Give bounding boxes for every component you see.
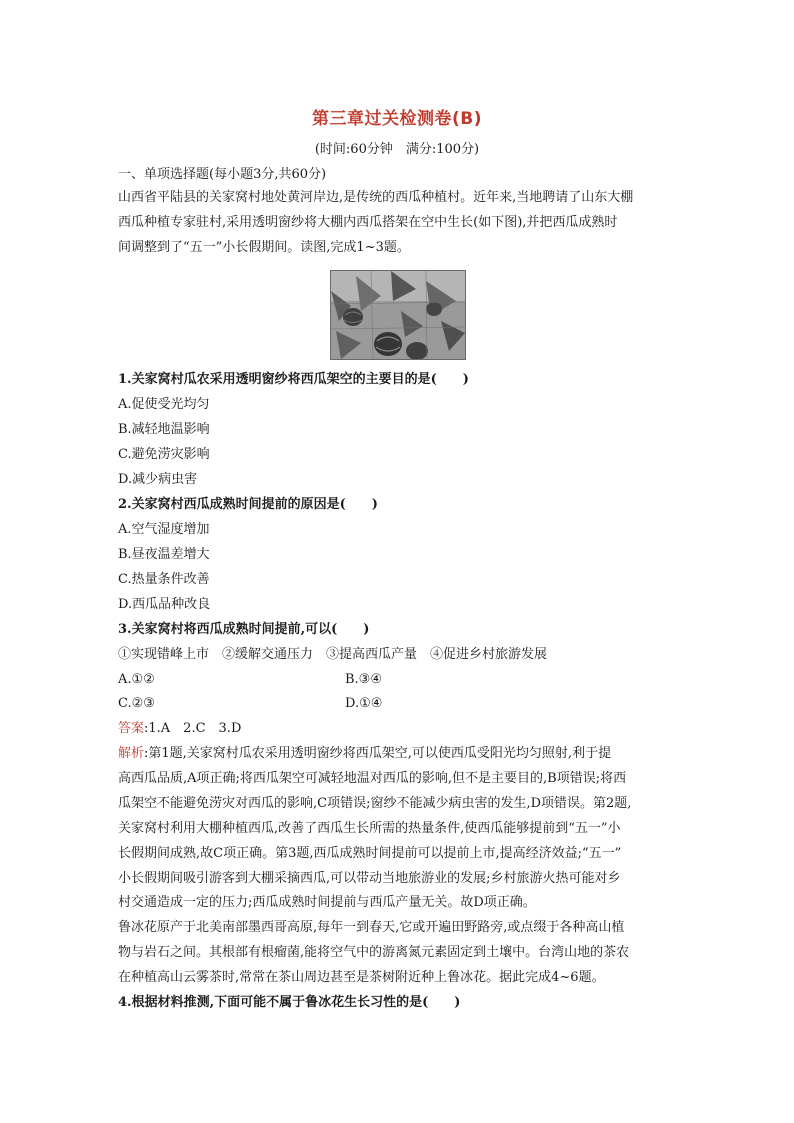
passage1-line: 西瓜种植专家驻村,采用透明窗纱将大棚内西瓜搭架在空中生长(如下图),并把西瓜成熟时 xyxy=(118,215,618,230)
passage2-line: 在种植高山云雾茶时,常常在茶山周边甚至是茶树附近种上鲁冰花。据此完成4~6题。 xyxy=(118,970,605,985)
page-title: 第三章过关检测卷(B) xyxy=(312,109,482,129)
question-2-stem: 2.关家窝村西瓜成熟时间提前的原因是( ) xyxy=(118,497,378,512)
q3-option-a: A.①② xyxy=(118,672,155,687)
watermelon-photo xyxy=(330,270,466,360)
q3-option-c: C.②③ xyxy=(118,696,155,711)
passage2-line: 鲁冰花原产于北美南部墨西哥高原,每年一到春天,它或开遍田野路旁,或点缀于各种高山植 xyxy=(118,920,625,935)
analysis-line: 村交通造成一定的压力;西瓜成熟时间提前与西瓜产量无关。故D项正确。 xyxy=(118,895,536,910)
question-1-stem: 1.关家窝村瓜农采用透明窗纱将西瓜架空的主要目的是( ) xyxy=(118,372,469,387)
q2-option-a: A.空气湿度增加 xyxy=(118,522,210,537)
analysis-label: 解析 xyxy=(118,746,145,761)
question-4-stem: 4.根据材料推测,下面可能不属于鲁冰花生长习性的是( ) xyxy=(118,995,461,1010)
passage2-line: 物与岩石之间。其根部有根瘤菌,能将空气中的游离氮元素固定到土壤中。台湾山地的茶农 xyxy=(118,945,630,960)
q3-choices: ①实现错峰上市 ②缓解交通压力 ③提高西瓜产量 ④促进乡村旅游发展 xyxy=(118,647,548,662)
analysis-text: :第1题,关家窝村瓜农采用透明窗纱将西瓜架空,可以使西瓜受阳光均匀照射,利于提 xyxy=(144,746,612,761)
q2-option-c: C.热量条件改善 xyxy=(118,572,210,587)
q3-option-b: B.③④ xyxy=(345,672,382,687)
analysis-line: 关家窝村利用大棚种植西瓜,改善了西瓜生长所需的热量条件,使西瓜能够提前到“五一”小 xyxy=(118,821,621,836)
time-info: (时间:60分钟 满分:100分) xyxy=(314,142,480,157)
q3-options-row-1 xyxy=(118,671,678,689)
passage1-line: 间调整到了“五一”小长假期间。读图,完成1~3题。 xyxy=(118,240,410,255)
section-heading: 一、单项选择题(每小题3分,共60分) xyxy=(118,167,327,182)
analysis-line: 高西瓜品质,A项正确;将西瓜架空可减轻地温对西瓜的影响,但不是主要目的,B项错误;将西 xyxy=(118,771,627,786)
q3-options-row-2 xyxy=(118,695,678,713)
analysis-line: 小长假期间吸引游客到大棚采摘西瓜,可以带动当地旅游业的发展;乡村旅游火热可能对乡 xyxy=(118,871,621,886)
q1-option-a: A.促使受光均匀 xyxy=(118,397,210,412)
answer-text: :1.A 2.C 3.D xyxy=(144,721,242,736)
q1-option-c: C.避免涝灾影响 xyxy=(118,447,210,462)
analysis-line: 瓜架空不能避免涝灾对西瓜的影响,C项错误;窗纱不能减少病虫害的发生,D项错误。第2题, xyxy=(118,796,632,811)
analysis-line xyxy=(118,745,678,763)
q2-option-b: B.昼夜温差增大 xyxy=(118,547,210,562)
answer-label: 答案 xyxy=(118,721,145,736)
q2-option-d: D.西瓜品种改良 xyxy=(118,597,211,612)
q1-option-d: D.减少病虫害 xyxy=(118,472,198,487)
q1-option-b: B.减轻地温影响 xyxy=(118,422,210,437)
analysis-line: 长假期间成熟,故C项正确。第3题,西瓜成熟时间提前可以提前上市,提高经济效益;“五一” xyxy=(118,846,622,861)
q3-option-d: D.①④ xyxy=(345,696,383,711)
question-3-stem: 3.关家窝村将西瓜成熟时间提前,可以( ) xyxy=(118,622,370,637)
answer-line xyxy=(118,720,678,738)
passage1-line: 山西省平陆县的关家窝村地处黄河岸边,是传统的西瓜种植村。近年来,当地聘请了山东大棚 xyxy=(118,190,634,205)
